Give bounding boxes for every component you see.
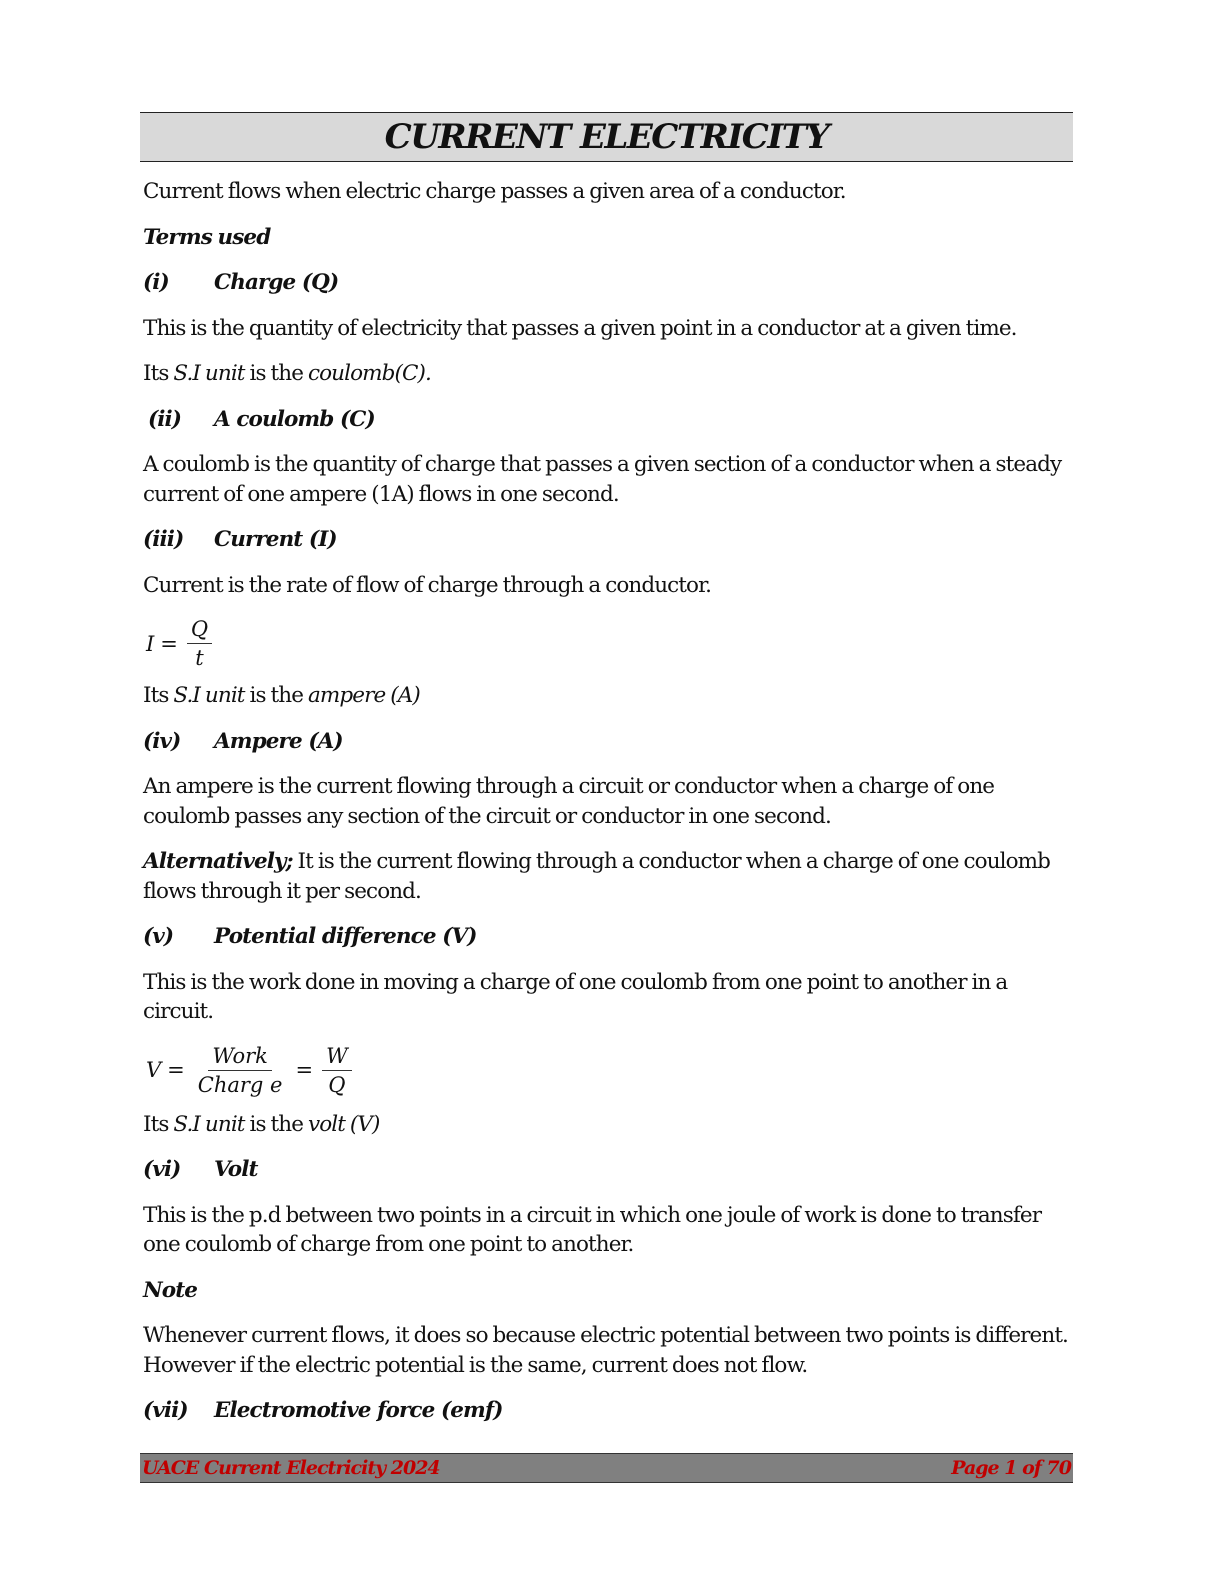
formula-fraction: [187, 616, 212, 671]
formula-fraction-symbols: [322, 1043, 352, 1098]
unit-charge: Its S.I unit is the coulomb(C).: [143, 361, 431, 386]
title-bar: [140, 112, 1073, 162]
section-heading-current: [143, 525, 1073, 555]
current-formula: [146, 616, 1073, 671]
formula-numerator: W: [322, 1043, 352, 1071]
formula-denominator: Q: [328, 1072, 346, 1097]
section-title: Ampere (A): [214, 728, 343, 754]
formula-fraction-work: [194, 1043, 287, 1098]
section-heading-ampere: [143, 727, 1073, 757]
section-heading-emf: [143, 1396, 1073, 1426]
definition-potential-difference: This is the work done in moving a charge of one coulomb from one point to another in a circuit.: [143, 969, 1008, 1024]
formula-denominator: t: [195, 646, 204, 670]
section-title: Charge (Q): [214, 270, 339, 295]
section-number: (ii): [148, 406, 182, 432]
footer-page-number: Page 1 of 70: [951, 1457, 1071, 1479]
section-heading-charge: [143, 268, 1073, 298]
formula-lhs: I: [146, 631, 155, 656]
intro-paragraph: Current flows when electric charge passes a given area of a conductor.: [143, 179, 846, 204]
definition-current: Current is the rate of flow of charge through a conductor.: [143, 572, 712, 598]
section-heading-coulomb: [143, 405, 1073, 435]
definition-charge: This is the quantity of electricity that passes a given point in a conductor at a given time.: [143, 315, 1017, 341]
potential-difference-formula: [146, 1043, 1073, 1098]
formula-numerator: Q: [187, 616, 212, 644]
formula-equals: =: [167, 1058, 185, 1082]
document-body: [140, 177, 1073, 1426]
section-title: Volt: [214, 1157, 258, 1182]
section-title: Current (I): [214, 527, 337, 552]
footer-document-title: UACE Current Electricity 2024: [142, 1457, 440, 1479]
note-heading: Note: [143, 1277, 198, 1303]
unit-current: Its S.I unit is the ampere (A): [143, 683, 420, 708]
formula-equals: =: [295, 1058, 314, 1082]
definition-ampere: An ampere is the current flowing through a circuit or conductor when a charge of one coulomb passes any section of the circuit or conductor in one second.: [143, 774, 995, 829]
note-text: Whenever current flows, it does so because electric potential between two points is different. However if the electric potential is the same, current does not flow.: [143, 1323, 1068, 1378]
section-title: A coulomb (C): [214, 406, 375, 432]
section-title: Potential difference (V): [214, 924, 477, 949]
document-page: [140, 112, 1073, 1426]
formula-lhs: V: [146, 1058, 162, 1082]
definition-volt: This is the p.d between two points in a circuit in which one joule of work is done to transfer one coulomb of charge from one point to another.: [143, 1202, 1042, 1257]
formula-numerator: Work: [208, 1043, 272, 1071]
section-number: (v): [143, 924, 174, 949]
section-heading-volt: [143, 1155, 1073, 1185]
terms-heading: Terms used: [143, 224, 271, 250]
section-heading-potential-difference: [143, 922, 1073, 952]
page-title: CURRENT ELECTRICITY: [384, 117, 829, 157]
section-number: (iv): [143, 728, 181, 754]
definition-coulomb: A coulomb is the quantity of charge that passes a given section of a conductor when a steady current of one ampere (1A) flows in one second.: [143, 452, 1062, 507]
alternative-definition-ampere: Alternatively; It is the current flowing through a conductor when a charge of one coulomb flows through it per second.: [143, 849, 1051, 904]
section-title: Electromotive force (emf): [214, 1398, 503, 1423]
section-number: (vii): [143, 1398, 188, 1423]
page-footer: [140, 1453, 1073, 1483]
formula-equals: =: [160, 631, 178, 656]
formula-denominator: Charg e: [197, 1072, 283, 1097]
section-number: (iii): [143, 527, 184, 552]
unit-potential-difference: Its S.I unit is the volt (V): [143, 1111, 380, 1137]
section-number: (i): [143, 270, 169, 295]
section-number: (vi): [143, 1157, 181, 1182]
